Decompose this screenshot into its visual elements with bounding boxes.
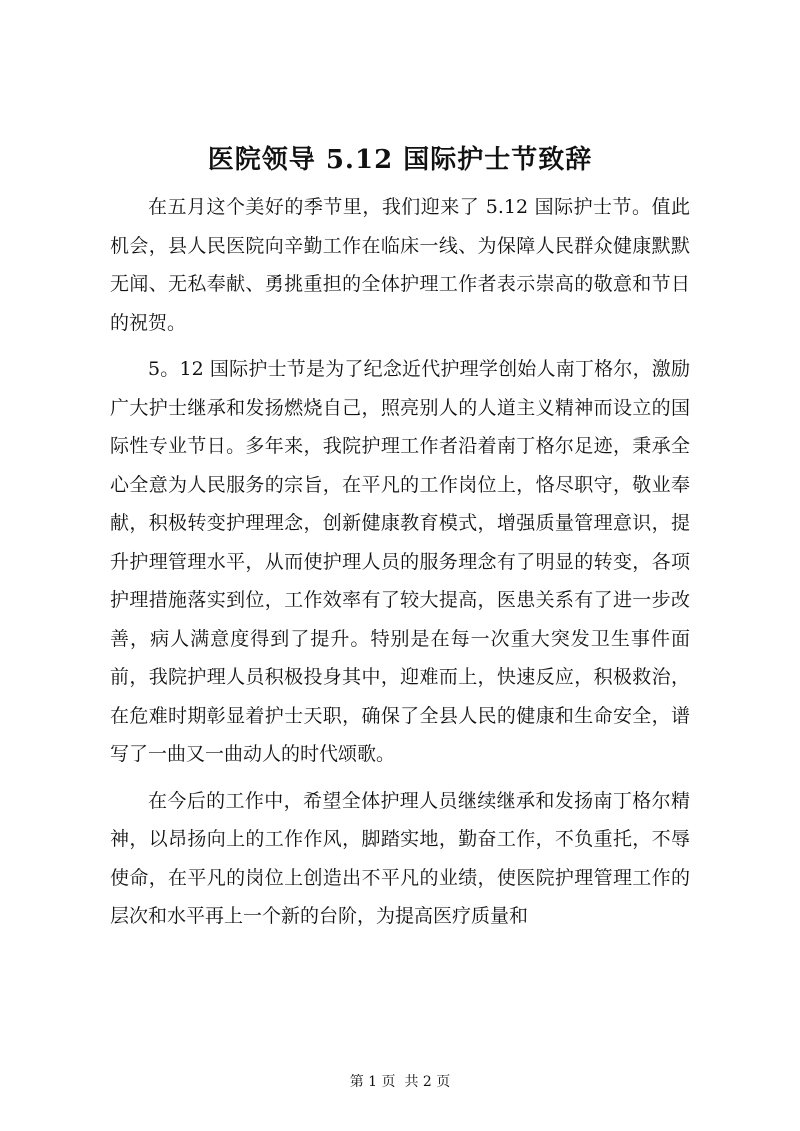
page-number-label: 第 1 页 共 2 页 [349, 1074, 451, 1090]
page-title: 医院领导 5.12 国际护士节致辞 [207, 145, 593, 175]
page-footer [0, 1072, 800, 1092]
paragraph-2: 5。12 国际护士节是为了纪念近代护理学创始人南丁格尔，激励广大护士继承和发扬燃烧自己，照亮别人的人道主义精神而设立的国际性专业节日。多年来，我院护理工作者沿着南丁格尔足迹，秉承全心全意为人民服务的宗旨，在平凡的工作岗位上，恪尽职守，敬业奉献，积极转变护理理念，创新健康教育模式，增强质量管理意识，提升护理管理水平，从而使护理人员的服务理念有了明显的转变，各项护理措施落实到位，工作效率有了较大提高，医患关系有了进一步改善，病人满意度得到了提升。特别是在每一次重大突发卫生事件面前，我院护理人员积极投身其中，迎难而上，快速反应，积极救治，在危难时期彰显着护士天职，确保了全县人民的健康和生命安全，谱写了一曲又一曲动人的时代颂歌。 [110, 358, 690, 765]
paragraph-3: 在今后的工作中，希望全体护理人员继续继承和发扬南丁格尔精神，以昂扬向上的工作作风，脚踏实地，勤奋工作，不负重托，不辱使命，在平凡的岗位上创造出不平凡的业绩，使医院护理管理工作的层次和水平再上一个新的台阶，为提高医疗质量和 [110, 789, 690, 927]
paragraph-1: 在五月这个美好的季节里，我们迎来了 5.12 国际护士节。值此机会，县人民医院向辛勤工作在临床一线、为保障人民群众健康默默无闻、无私奉献、勇挑重担的全体护理工作者表示崇高的敬意和节日的祝贺。 [110, 196, 690, 334]
document-body [110, 188, 690, 944]
